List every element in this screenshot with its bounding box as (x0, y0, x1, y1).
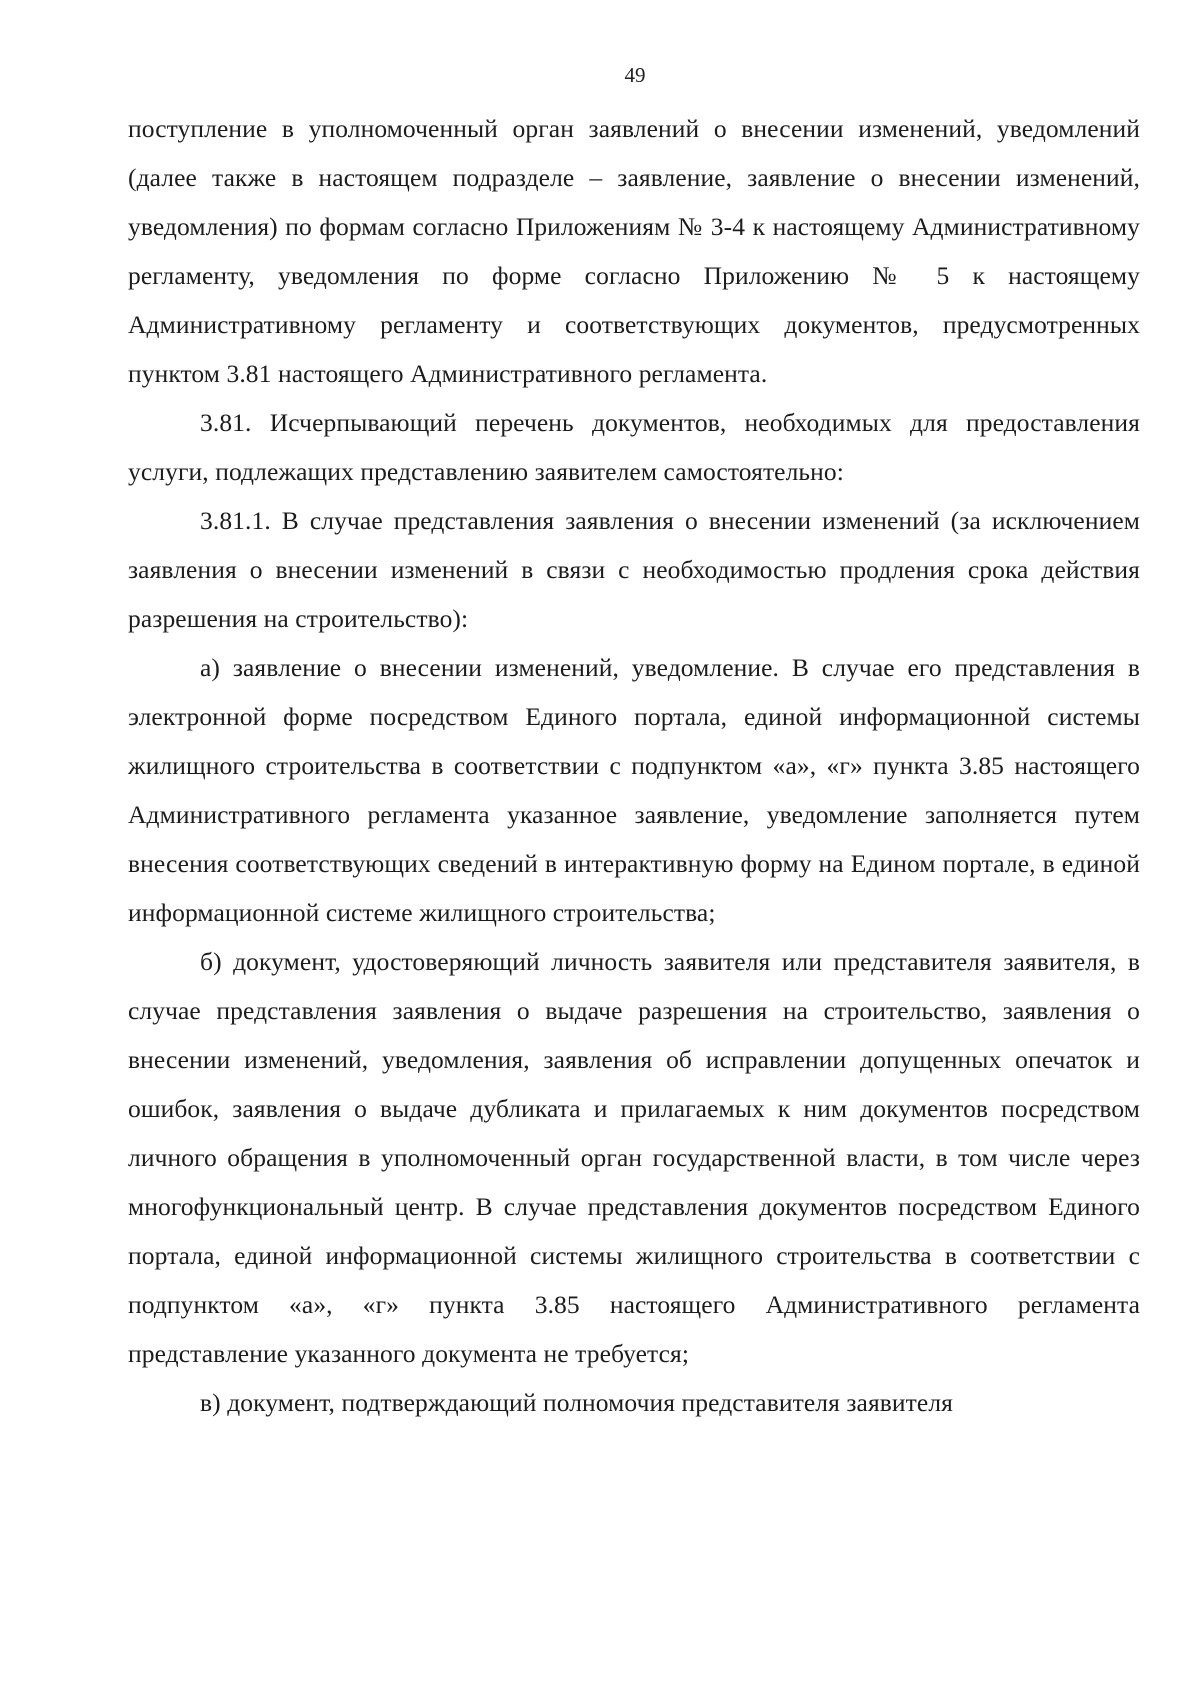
paragraph-continuation: поступление в уполномоченный орган заявлений о внесении изменений, уведомлений (далее также в настоящем подразделе – заявление, заявление о внесении изменений, уведомления) по формам согласно Приложениям № 3-4 к настоящему Административному регламенту, уведомления по форме согласно Приложению № 5 к настоящему Административному регламенту и соответствующих документов, предусмотренных пунктом 3.81 настоящего Административного регламента. (128, 114, 1140, 388)
paragraph-item-b: б) документ, удостоверяющий личность заявителя или представителя заявителя, в случае представления заявления о выдаче разрешения на строительство, заявления о внесении изменений, уведомления, заявления об исправлении допущенных опечаток и ошибок, заявления о выдаче дубликата и прилагаемых к ним документов посредством личного обращения в уполномоченный орган государственной власти, в том числе через многофункциональный центр. В случае представления документов посредством Единого портала, единой информационной системы жилищного строительства в соответствии с подпунктом «а», «г» пункта 3.85 настоящего Административного регламента представление указанного документа не требуется; (128, 947, 1140, 1368)
paragraph-item-v: в) документ, подтверждающий полномочия представителя заявителя (200, 1388, 953, 1417)
paragraph-item-a: а) заявление о внесении изменений, уведомление. В случае его представления в электронной форме посредством Единого портала, единой информационной системы жилищного строительства в соответствии с подпунктом «а», «г» пункта 3.85 настоящего Административного регламента указанное заявление, уведомление заполняется путем внесения соответствующих сведений в интерактивную форму на Едином портале, в единой информационной системе жилищного строительства; (128, 653, 1140, 927)
document-body (128, 104, 1140, 1427)
paragraph-3-81-1: 3.81.1. В случае представления заявления о внесении изменений (за исключением заявления о внесении изменений в связи с необходимостью продления срока действия разрешения на строительство): (128, 506, 1140, 633)
paragraph-3-81: 3.81. Исчерпывающий перечень документов, необходимых для предоставления услуги, подлежащих представлению заявителем самостоятельно: (128, 408, 1140, 486)
page-number: 49 (624, 63, 646, 87)
